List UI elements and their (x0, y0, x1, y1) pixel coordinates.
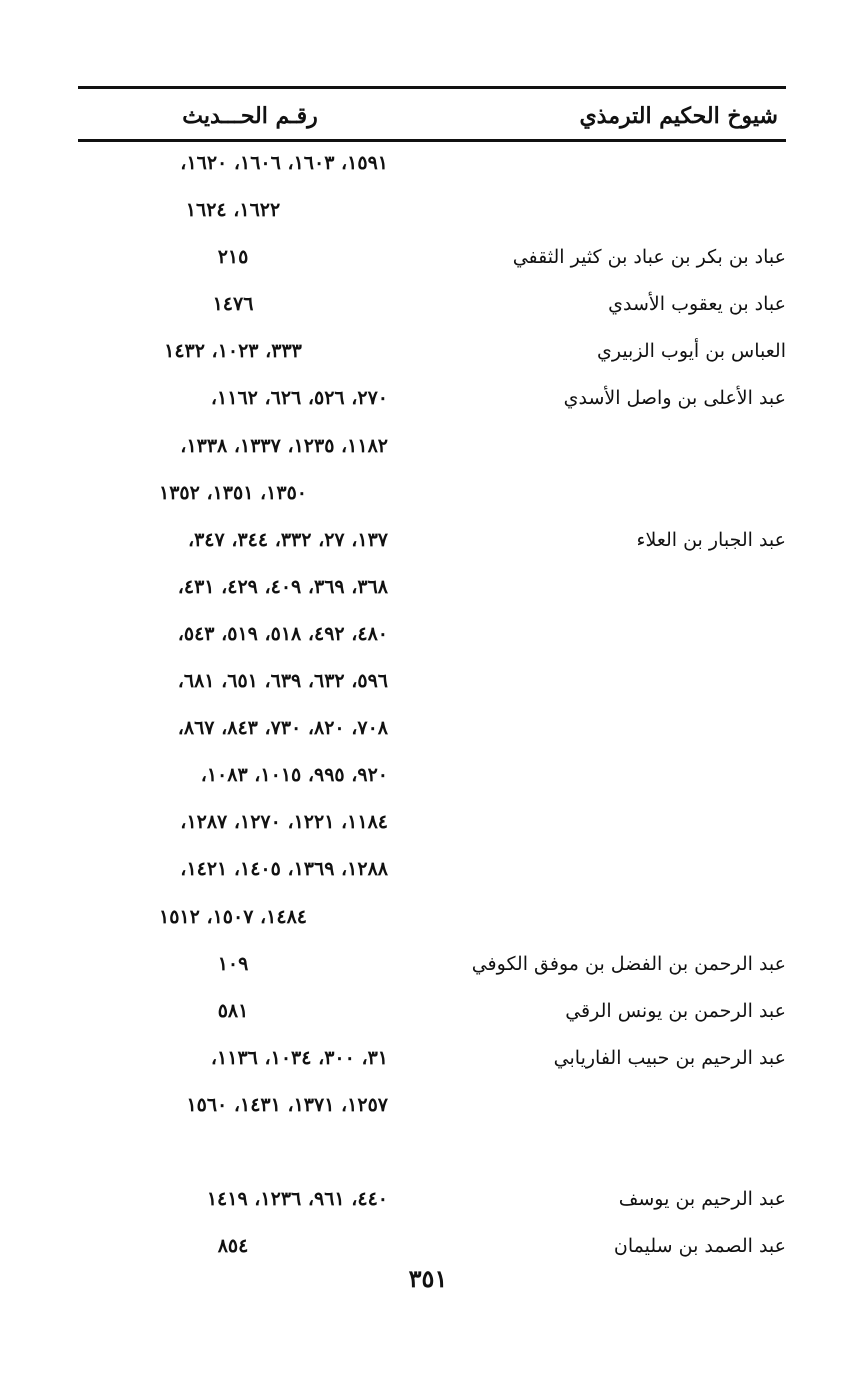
narrator-name: عبد الصمد بن سليمان (613, 1235, 786, 1258)
narrator-name (441, 140, 786, 187)
narrator-name (441, 470, 786, 517)
hadith-numbers: ١٥٩١، ١٦٠٣، ١٦٠٦، ١٦٢٠، (180, 152, 388, 174)
narrator-name: عبد الرحيم بن حبيب الفاريابي (553, 1046, 786, 1069)
table-row (78, 564, 786, 611)
hadith-numbers: ١٣٧، ٢٧، ٣٣٢، ٣٤٤، ٣٤٧، (187, 528, 388, 551)
narrator-name: عباد بن يعقوب الأسدي (608, 293, 786, 316)
table-row (78, 1176, 786, 1223)
narrator-name (441, 894, 786, 941)
narrator-name: عباد بن بكر بن عباد بن كثير الثقفي (512, 246, 786, 269)
hadith-numbers: ٣٣٣، ١٠٢٣، ١٤٣٢ (164, 340, 302, 363)
table-row (78, 281, 786, 328)
narrator-name (441, 1129, 786, 1176)
narrator-name (441, 752, 786, 799)
hadith-numbers: ١١٨٢، ١٢٣٥، ١٣٣٧، ١٣٣٨، (180, 434, 388, 457)
hadith-numbers: ٢١٥ (217, 246, 249, 269)
narrator-name (441, 846, 786, 893)
hadith-numbers: ١٢٥٧، ١٣٧١، ١٤٣١، ١٥٦٠ (186, 1093, 388, 1116)
hadith-numbers: ٣١، ٣٠٠، ١٠٣٤، ١١٣٦، (210, 1046, 388, 1069)
table-row (78, 941, 786, 988)
table-row (78, 988, 786, 1035)
table-row (78, 328, 786, 375)
hadith-numbers: ٧٠٨، ٨٢٠، ٧٣٠، ٨٤٣، ٨٦٧، (177, 717, 388, 740)
hadith-numbers: ١٤٨٤، ١٥٠٧، ١٥١٢ (159, 905, 307, 928)
column-header-names: شيوخ الحكيم الترمذي (579, 103, 778, 129)
table-row (78, 611, 786, 658)
column-header-numbers: رقـم الحـــديث (182, 103, 318, 129)
narrator-name: عبد الرحمن بن يونس الرقي (565, 999, 786, 1022)
narrator-name: عبد الرحمن بن الفضل بن موفق الكوفي (471, 952, 786, 975)
table-row (78, 234, 786, 281)
index-table (78, 140, 786, 1270)
narrator-name (441, 705, 786, 752)
hadith-numbers: ٥٨١ (217, 999, 249, 1022)
narrator-name (441, 658, 786, 705)
narrator-name: العباس بن أيوب الزبيري (596, 340, 786, 363)
table-row (78, 140, 786, 187)
narrator-name (441, 611, 786, 658)
table-row (78, 894, 786, 941)
hadith-numbers: ١٣٥٠، ١٣٥١، ١٣٥٢ (159, 481, 307, 504)
hadith-numbers: ١٠٩ (217, 952, 249, 975)
narrator-name (441, 799, 786, 846)
hadith-numbers: ١١٨٤، ١٢٢١، ١٢٧٠، ١٢٨٧، (180, 811, 388, 834)
hadith-numbers: ٢٧٠، ٥٢٦، ٦٢٦، ١١٦٢، (210, 387, 388, 410)
hadith-numbers: ٩٢٠، ٩٩٥، ١٠١٥، ١٠٨٣، (200, 764, 388, 787)
top-rule (78, 86, 786, 89)
table-row (78, 375, 786, 422)
table-row (78, 187, 786, 234)
hadith-numbers: ٣٦٨، ٣٦٩، ٤٠٩، ٤٢٩، ٤٣١، (177, 575, 388, 598)
narrator-name: عبد الأعلى بن واصل الأسدي (563, 387, 786, 410)
table-row (78, 705, 786, 752)
hadith-numbers: ١٤٧٦ (212, 293, 254, 316)
hadith-numbers: ٤٤٠، ٩٦١، ١٢٣٦، ١٤١٩ (206, 1188, 388, 1211)
table-row (78, 470, 786, 517)
hadith-numbers (78, 1129, 388, 1176)
hadith-numbers: ٨٥٤ (217, 1235, 249, 1258)
narrator-name (441, 187, 786, 234)
table-row (78, 799, 786, 846)
table-row (78, 658, 786, 705)
table-row (78, 1035, 786, 1082)
table-row (78, 846, 786, 893)
page-number: ٣٥١ (408, 1264, 448, 1293)
hadith-numbers: ٤٨٠، ٤٩٢، ٥١٨، ٥١٩، ٥٤٣، (177, 622, 388, 645)
narrator-name (441, 564, 786, 611)
narrator-name (441, 423, 786, 470)
hadith-numbers: ٥٩٦، ٦٣٢، ٦٣٩، ٦٥١، ٦٨١، (177, 670, 388, 693)
table-row (78, 1082, 786, 1129)
table-row (78, 423, 786, 470)
hadith-numbers: ١٢٨٨، ١٣٦٩، ١٤٠٥، ١٤٢١، (180, 858, 388, 881)
table-row (78, 752, 786, 799)
table-row (78, 517, 786, 564)
narrator-name: عبد الجبار بن العلاء (636, 528, 786, 551)
narrator-name: عبد الرحيم بن يوسف (618, 1188, 786, 1211)
table-row (78, 1129, 786, 1176)
hadith-numbers: ١٦٢٢، ١٦٢٤ (185, 199, 281, 222)
narrator-name (441, 1082, 786, 1129)
